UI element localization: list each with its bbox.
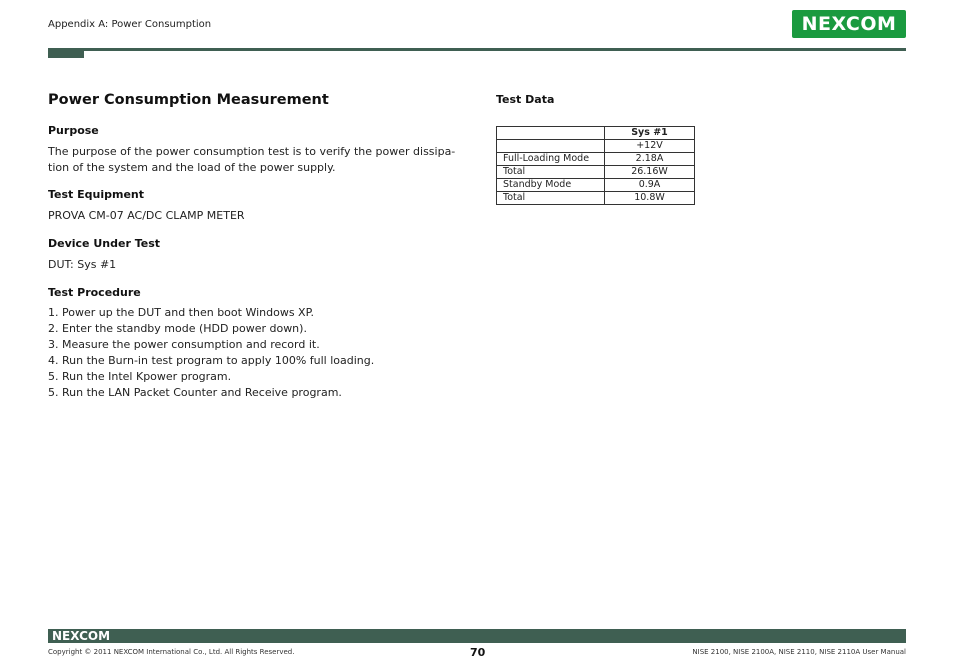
table-cell: Total	[497, 192, 605, 205]
table-cell: +12V	[605, 140, 695, 153]
table-header-row	[497, 127, 695, 140]
page-number: 70	[470, 646, 486, 659]
procedure-list	[48, 305, 374, 401]
table-row	[497, 140, 695, 153]
procedure-step: 2. Enter the standby mode (HDD power down).	[48, 322, 307, 335]
footer-square-icon	[891, 629, 897, 635]
table-row	[497, 153, 695, 166]
purpose-text	[48, 144, 455, 176]
table-cell: 2.18A	[605, 153, 695, 166]
table-cell: Total	[497, 166, 605, 179]
purpose-line: tion of the system and the load of the power supply.	[48, 161, 336, 174]
procedure-step: 4. Run the Burn-in test program to apply 100% full loading.	[48, 354, 375, 367]
header-tab	[48, 48, 84, 58]
procedure-step: 5. Run the Intel Kpower program.	[48, 370, 232, 383]
header-rule	[48, 48, 906, 51]
page-title: Power Consumption Measurement	[48, 92, 329, 108]
table-header-cell: Sys #1	[605, 127, 695, 140]
procedure-heading: Test Procedure	[48, 286, 141, 299]
footer-copyright: Copyright © 2011 NEXCOM International Co., Ltd. All Rights Reserved.	[48, 648, 295, 656]
test-data-table	[496, 126, 695, 205]
dut-heading: Device Under Test	[48, 237, 161, 250]
footer-square-icon	[891, 637, 897, 643]
table-row	[497, 192, 695, 205]
table-cell: Full-Loading Mode	[497, 153, 605, 166]
logo-text: NEXCOM	[801, 13, 897, 35]
nexcom-logo	[792, 10, 906, 38]
header-section-title: Appendix A: Power Consumption	[48, 19, 212, 30]
procedure-step: 3. Measure the power consumption and record it.	[48, 338, 320, 351]
purpose-heading: Purpose	[48, 124, 99, 137]
procedure-step: 5. Run the LAN Packet Counter and Receive program.	[48, 386, 342, 399]
table-row	[497, 166, 695, 179]
footer-bar	[48, 629, 906, 643]
table-cell	[497, 140, 605, 153]
equipment-text: PROVA CM-07 AC/DC CLAMP METER	[48, 209, 245, 222]
table-cell: Standby Mode	[497, 179, 605, 192]
procedure-step: 1. Power up the DUT and then boot Windows XP.	[48, 306, 314, 319]
dut-text: DUT: Sys #1	[48, 258, 117, 271]
table-cell: 26.16W	[605, 166, 695, 179]
footer-manual-title: NISE 2100, NISE 2100A, NISE 2110, NISE 2110A User Manual	[692, 648, 906, 656]
footer-square-icon	[899, 637, 905, 643]
table-header-cell	[497, 127, 605, 140]
equipment-heading: Test Equipment	[48, 188, 145, 201]
table-row	[497, 179, 695, 192]
test-data-heading: Test Data	[496, 93, 555, 106]
table-cell: 10.8W	[605, 192, 695, 205]
purpose-line: The purpose of the power consumption test is to verify the power dissipa-	[48, 145, 456, 158]
footer-logo: NEXCOM	[52, 629, 111, 643]
table-cell: 0.9A	[605, 179, 695, 192]
